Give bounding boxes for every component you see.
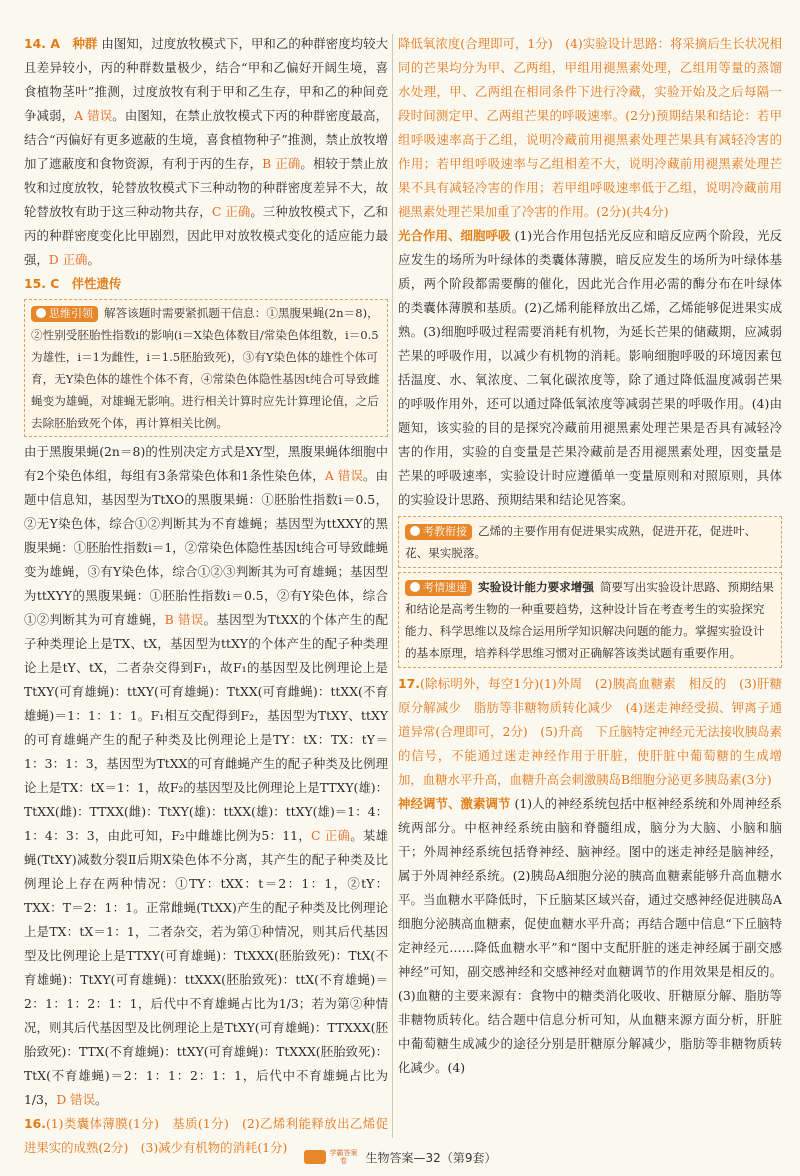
paper-plane-icon [410, 582, 420, 592]
q17-explanation-head: 神经调节、激素调节 [398, 796, 511, 811]
brand-logo-icon [304, 1150, 326, 1164]
q15-head-line [24, 272, 388, 296]
q16-num: 16. [24, 1116, 46, 1131]
exam-teaching-link-tag: 考教衔接 [405, 524, 472, 540]
page-number: 生物答案—32（第9套） [365, 1151, 497, 1165]
column-divider [392, 34, 393, 1138]
q15-head: 15. C 伴性遗传 [24, 276, 122, 291]
book-icon [410, 526, 420, 536]
brand-logo-text: 学霸答案 卷 [329, 1149, 358, 1165]
q17-explanation: 神经调节、激素调节 (1)人的神经系统包括中枢神经系统和外周神经系统两部分。中枢神经系统由脑和脊髓组成，脑分为大脑、小脑和脑干；外周神经系统包括脊神经、脑神经。图中的迷走神经是脑神经，属于外周神经系统。(2)胰岛A细胞分泌的胰高血糖素能够升高血糖水平。当血糖水平降低时，下丘脑某区域兴奋，通过交感神经促进胰岛A细胞分泌胰高血糖素，促使血糖水平升高；再结合题中信息“下丘脑特定神经元……降低血糖水平”和“图中支配肝脏的迷走神经属于副交感神经”可知，副交感神经和交感神经对血糖调节的作用效果是相反的。(3)血糖的主要来源有：食物中的糖类消化吸收、肝糖原分解、脂肪等非糖物质转化。结合题中信息分析可知，从血糖来源方面分析，肝脏中葡萄糖生成减少的途径分别是肝糖原分解减少，脂肪等非糖物质转化减少。(4) [398, 796, 782, 1075]
exam-trend-box: 考情速递 实验设计能力要求增强 简要写出实验设计思路、预期结果和结论是高考生物的一种重要趋势，这种设计旨在考查考生的实验探究能力、科学思维以及综合运用所学知识解决问题的能力。掌握实验设计的基本原理，培养科学思维习惯对正确解答该类试题有重要作用。 [398, 572, 782, 668]
exam-teaching-link-box: 考教衔接 乙烯的主要作用有促进果实成熟，促进开花，促进叶、花、果实脱落。 [398, 516, 782, 568]
q16-answer: 16.(1)类囊体薄膜(1分) 基质(1分) (2)乙烯利能释放出乙烯促进果实的成熟(2分) (3)减少有机物的消耗(1分) [24, 1116, 388, 1155]
lightbulb-icon [36, 308, 46, 318]
left-column [24, 32, 388, 1160]
q14-answer: 14. A 种群 由图知，过度放牧模式下，甲和乙的种群密度均较大且差异较小，丙的种群数量极少，结合“甲和乙偏好开阔生境，喜食植物茎叶”推测，过度放牧有利于甲和乙生存，甲和乙的种间竞争减弱，A 错误。由图知，在禁止放牧模式下丙的种群密度最高，结合“丙偏好有更多遮蔽的生境，喜食植物种子”推测，禁止放牧增加了遮蔽度和食物资源，有利于丙的生存，B 正确。相较于禁止放牧和过度放牧，轮替放牧模式下三种动物的种群密度差异不大，故轮替放牧有助于这三种动物共存，C 正确。三种放牧模式下，乙和丙的种群密度变化比甲剧烈，因此甲对放牧模式变化的适应能力最强，D 正确。 [24, 36, 389, 267]
exam-trend-title: 实验设计能力要求增强 [478, 580, 594, 594]
thinking-guide-tag: 思维引领 [31, 306, 98, 322]
q17-num: 17. [398, 676, 420, 691]
q16-explanation-head: 光合作用、细胞呼吸 [398, 228, 511, 243]
q17-answer: 17.(除标明外，每空1分)(1)外周 (2)胰高血糖素 相反的 (3)肝糖原分解减少 脂肪等非糖物质转化减少 (4)迷走神经受损、钾离子通道异常(合理即可，2分) (5)升高 下丘脑特定神经元无法接收胰岛素的信号，不能通过迷走神经作用于肝脏，使肝脏中葡萄糖的生成增加，血糖水平升高，血糖升高会刺激胰岛B细胞分泌更多胰岛素(3分) [398, 676, 782, 787]
q16-answer-continued: 降低氧浓度(合理即可，1分) (4)实验设计思路：将采摘后生长状况相同的芒果均分为甲、乙两组，甲组用褪黑素处理，乙组用等量的蒸馏水处理，甲、乙两组在相同条件下进行冷藏，实验开始及之后每隔一段时间测定甲、乙两组芒果的呼吸速率。(2分)预期结果和结论：若甲组呼吸速率高于乙组，说明冷藏前用褪黑素处理芒果具有减轻冷害的作用；若甲组呼吸速率与乙组相差不大，说明冷藏前用褪黑素处理芒果不具有减轻冷害的作用；若甲组呼吸速率低于乙组，说明冷藏前用褪黑素处理芒果加重了冷害的作用。(2分)(共4分) [398, 36, 782, 219]
right-column [398, 32, 782, 1080]
page-footer [0, 1146, 800, 1170]
q15-answer: 由于黑腹果蝇(2n＝8)的性别决定方式是XY型，黑腹果蝇体细胞中有2个染色体组，每组有3条常染色体和1条性染色体，A 错误。由题中信息知，基因型为TtXO的黑腹果蝇：①胚胎性指数i＝0.5，②无Y染色体，综合①②判断其为不育雄蝇；基因型为ttXXY的黑腹果蝇：①胚胎性指数i＝1，②常染色体隐性基因t纯合可导致雌蝇变为雄蝇，③有Y染色体，综合①②③判断其为可育雄蝇；基因型为ttXYY的黑腹果蝇：①胚胎性指数i＝0.5，②有Y染色体，综合①②判断其为可育雄蝇，B 错误。基因型为TtXX的个体产生的配子种类理论上是TX、tX，基因型为ttXY的个体产生的配子种类理论上是tY、tX，二者杂交得到F₁，故F₁的基因型及比例理论上是TtXY(可育雄蝇)：ttXY(可育雄蝇)：TtXX(可育雌蝇)：ttXX(不育雄蝇)＝1：1：1：1。F₁相互交配得到F₂，基因型为TtXY、ttXY的可育雄蝇产生的配子种类及比例理论上是TY：tX：TX：tY＝1：3：1：3，基因型为TtXX的可育雌蝇产生的配子种类及比例理论上是TX：tX＝1：1，故F₂的基因型及比例理论上是TTXY(雄)：TtXX(雌)：TTXX(雌)：TtXY(雄)：ttXX(雄)：ttXY(雄)＝1：4：1：4：3：3，由此可知，F₂中雌雄比例为5：11，C 正确。某雄蝇(TtXY)减数分裂Ⅱ后期X染色体不分离，其产生的配子种类及比例理论上存在两种情况：①TY：tXX：t＝2：1：1，②tY：TXX：T＝2：1：1。正常雌蝇(TtXX)产生的配子种类及比例理论上是TX：tX＝1：1，二者杂交，若为第①种情况，则其后代基因型及比例理论上是TTXY(可育雄蝇)：TtXXX(胚胎致死)：TtX(不育雄蝇)：TtXY(可育雄蝇)：ttXXX(胚胎致死)：ttX(不育雄蝇)＝2：1：1：2：1：1，后代中不育雄蝇占比为1/3；若为第②种情况，则其后代基因型及比例理论上是TtXY(可育雄蝇)：TTXXX(胚胎致死)：TTX(不育雄蝇)：ttXY(可育雄蝇)：TtXXX(胚胎致死)：TtX(不育雄蝇)＝2：1：1：2：1：1，后代中不育雄蝇占比为1/3，D 错误。 [24, 444, 388, 1107]
thinking-guide-box: 思维引领 解答该题时需要紧抓题干信息：①黑腹果蝇(2n＝8)，②性别受胚胎性指数i的影响(i＝X染色体数目/常染色体组数，i＝0.5为雄性，i＝1为雌性，i＝1.5胚胎致死)，③有Y染色体的雄性个体可育，无Y染色体的雄性个体不育，④常染色体隐性基因t纯合可导致雌蝇变为雄蝇，对雄蝇无影响。进行相关计算时应先计算理论值，之后去除胚胎致死个体，再计算相关比例。 [24, 299, 388, 437]
q14-head: 14. A 种群 [24, 36, 98, 51]
q16-explanation: 光合作用、细胞呼吸 (1)光合作用包括光反应和暗反应两个阶段，光反应发生的场所为叶绿体的类囊体薄膜，暗反应发生的场所为叶绿体基质，两个阶段都需要酶的催化，因此光合作用必需的酶分布在叶绿体的类囊体薄膜和基质。(2)乙烯利能释放出乙烯，乙烯能够促进果实成熟。(3)细胞呼吸过程需要消耗有机物，为延长芒果的储藏期，应减弱芒果的呼吸作用，以减少有机物的消耗。影响细胞呼吸的环境因素包括温度、水、氧浓度、二氧化碳浓度等，除了通过降低温度减弱芒果的呼吸作用外，还可以通过降低氧浓度等减弱芒果的呼吸作用。(4)由题知，该实验的目的是探究冷藏前用褪黑素处理芒果是否具有减轻冷害的作用，实验的自变量是芒果冷藏前是否用褪黑素处理，因变量是芒果的呼吸速率，实验设计时应遵循单一变量原则和对照原则，具体的实验设计思路、预期结果和结论见答案。 [398, 228, 782, 507]
exam-trend-tag: 考情速递 [405, 580, 472, 596]
